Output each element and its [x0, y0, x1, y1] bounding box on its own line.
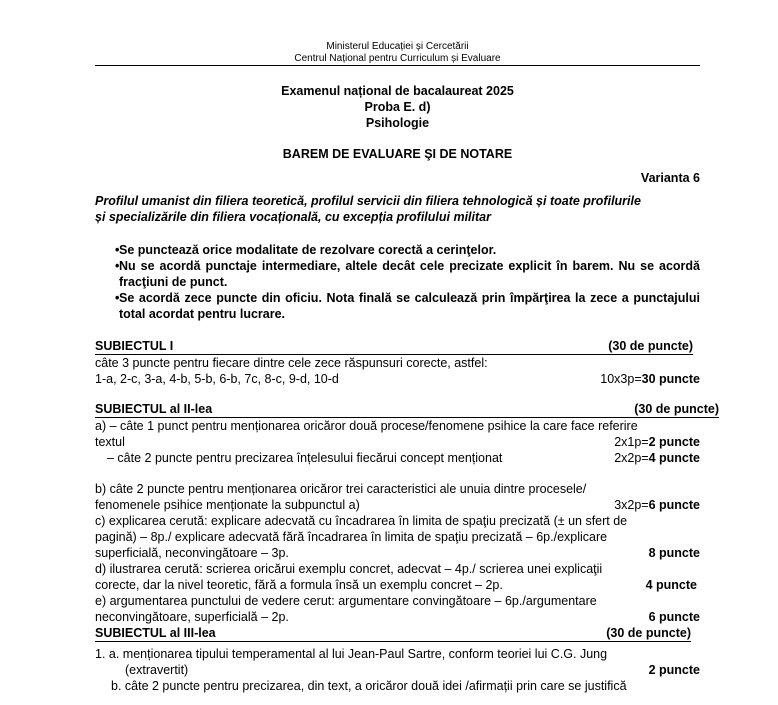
subject-2-points: (30 de puncte)	[634, 402, 719, 416]
rule-item	[95, 242, 700, 258]
s2-b-total: 6 puncte	[648, 498, 700, 512]
s2-a1-score	[614, 434, 700, 450]
s3-a-line-2: (extravertit)	[125, 663, 189, 677]
center-name: Centrul Național pentru Curriculum și Evaluare	[294, 53, 501, 64]
s2-d-line-2: corecte, dar la nivel teoretic, fără a formula însă un exemplu concret – 2p.	[95, 578, 503, 592]
varianta-label: Varianta 6	[640, 171, 700, 185]
s2-e-total: 6 puncte	[648, 610, 700, 624]
s2-d-line-1: d) ilustrarea cerută: scrierea oricărui exemplu concret, adecvat – 4p./ scrierea unei explicaţii	[95, 562, 603, 576]
exam-subject: Psihologie	[365, 116, 430, 130]
ministry-name: Ministerul Educației și Cercetării	[326, 41, 469, 52]
bullet-icon: •	[115, 259, 120, 273]
s2-a2-total: 4 puncte	[648, 451, 700, 465]
s2-e-line-2-row	[95, 609, 700, 625]
s2-a-line-1: a) – câte 1 punct pentru menționarea oricăror două procese/fenomene psihice la care face referire	[95, 419, 638, 433]
subject-1-total: 30 puncte	[641, 372, 700, 386]
rule-item	[95, 258, 700, 290]
exam-title: Examenul național de bacalaureat 2025	[281, 84, 514, 98]
subject-2-title: SUBIECTUL al II-lea	[95, 402, 213, 416]
s2-c-line-3: superficială, neconvingătoare – 3p.	[95, 546, 289, 560]
s2-a1-calc: 2x1p=	[614, 435, 649, 449]
profile-line-1: Profilul umanist din filiera teoretică, profilul servicii din filiera tehnologică și toate profilurile	[95, 194, 641, 208]
s2-c-line-1: c) explicarea cerută: explicare adecvată cu încadrarea în limita de spaţiu precizată (± un sfert de	[95, 514, 628, 528]
subject-1-score	[600, 371, 700, 387]
s2-d-total: 4 puncte	[645, 578, 697, 592]
s3-a-total: 2 puncte	[648, 663, 700, 677]
subject-2-heading	[95, 401, 719, 418]
subject-3-title: SUBIECTUL al III-lea	[95, 626, 216, 640]
s2-c-total: 8 puncte	[648, 546, 700, 560]
s2-b-line-1: b) câte 2 puncte pentru menționarea oricăror trei caracteristici ale unuia dintre procesele/	[95, 482, 587, 496]
s2-a2-calc: 2x2p=	[614, 451, 649, 465]
subject-1-answers: 1-a, 2-c, 3-a, 4-b, 5-b, 6-b, 7c, 8-c, 9-d, 10-d	[95, 372, 339, 386]
s2-a2-score	[614, 450, 700, 466]
subject-1-title: SUBIECTUL I	[95, 339, 174, 353]
s2-b-calc: 3x2p=	[614, 498, 649, 512]
s2-a2-row	[95, 450, 700, 466]
s2-b-line-2-row	[95, 497, 700, 513]
barem-title: BAREM DE EVALUARE ŞI DE NOTARE	[282, 147, 513, 161]
s2-e-line-2: neconvingătoare, superficială – 2p.	[95, 610, 289, 624]
rule-text: Se acordă zece puncte din oficiu. Nota finală se calculează prin împărţirea la zece a punctajului total acordat pentru lucrare.	[119, 291, 700, 321]
rule-text: Nu se acordă punctaje intermediare, altele decât cele precizate explicit în barem. Nu se acordă fracţiuni de punct.	[119, 259, 700, 289]
subject-1-calc: 10x3p=	[600, 372, 642, 386]
subject-1-instruction: câte 3 puncte pentru fiecare dintre cele zece răspunsuri corecte, astfel:	[95, 356, 488, 370]
header-divider	[95, 65, 700, 66]
profile-line-2: și specializările din filiera vocațională, cu excepția profilului militar	[95, 210, 491, 224]
s2-b-line-2: fenomenele psihice menționate la subpunctul a)	[95, 498, 360, 512]
exam-proba: Proba E. d)	[364, 100, 431, 114]
s3-a-line-1: 1. a. menționarea tipului temperamental al lui Jean-Paul Sartre, conform teoriei lui C.G. Jung	[95, 647, 608, 661]
subject-1-answers-row	[95, 371, 700, 387]
subject-1-points: (30 de puncte)	[608, 339, 693, 353]
s2-a-line-2-row	[95, 434, 700, 450]
s2-a-line-2: textul	[95, 435, 125, 449]
subject-3-points: (30 de puncte)	[606, 626, 691, 640]
s2-d-line-2-row	[95, 577, 700, 593]
s2-c-line-2: pagină) – 8p./ explicare adecvată fără încadrarea în limita de spaţiu precizată – 6p./explicare	[95, 530, 608, 544]
rule-text: Se punctează orice modalitate de rezolvare corectă a cerinţelor.	[119, 243, 497, 257]
bullet-icon: •	[115, 243, 120, 257]
s2-a2-text: – câte 2 puncte pentru precizarea înțelesului fiecărui concept menționat	[107, 451, 503, 465]
subject-1-heading	[95, 338, 693, 355]
bullet-icon: •	[115, 291, 120, 305]
s3-a-line-2-row	[95, 662, 700, 678]
s2-e-line-1: e) argumentarea punctului de vedere cerut: argumentare convingătoare – 6p./argumentare	[95, 594, 597, 608]
s2-a1-total: 2 puncte	[648, 435, 700, 449]
subject-3-heading	[95, 625, 691, 642]
s2-b-score	[614, 497, 700, 513]
s3-b-line-1: b. câte 2 puncte pentru precizarea, din text, a oricăror două idei /afirmații prin care se justifică	[111, 679, 627, 693]
s2-c-line-3-row	[95, 545, 700, 561]
rule-item	[95, 290, 700, 322]
